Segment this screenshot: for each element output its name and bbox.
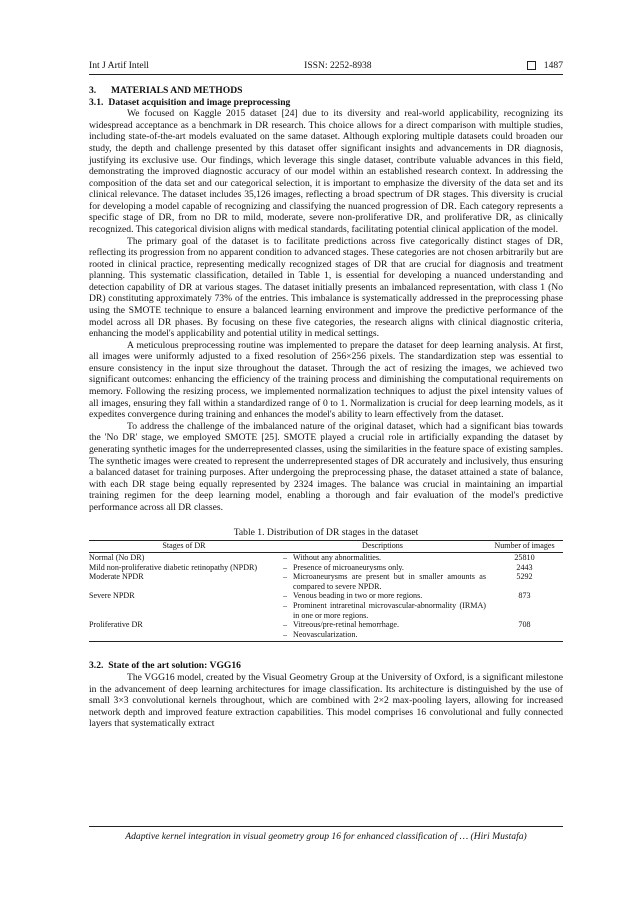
table-header-row <box>89 541 563 553</box>
paragraph: The primary goal of the dataset is to facilitate predictions across five categorically distinct stages of DR, reflecting its progression from no apparent condition to advanced stages. These categories are not chosen arbitrarily but are rooted in clinical practice, representing medically recognized stages of DR that are crucial for diagnosis and treatment planning. This systematic classification, detailed in Table 1, is essential for developing a nuanced understanding and detection capability of DR at various stages. The dataset initially presents an imbalanced representation, with class 1 (No DR) constituting approximately 73% of the entries. This imbalance is systematically addressed in the preprocessing phase using the SMOTE technique to ensure a balanced learning environment and improve the predictive performance of the model across all DR phases. By focusing on these five categories, the research aligns with clinical diagnostic criteria, enhancing the model's applicability and potential utility in medical settings. <box>89 235 563 340</box>
subsection-title: Dataset acquisition and image preprocessing <box>108 96 291 108</box>
dash-bullet-icon: – <box>283 620 288 630</box>
stage-cell: Proliferative DR <box>89 620 279 642</box>
description-item: – Microaneurysms are present but in smaller amounts as compared to severe NPDR. <box>283 572 486 591</box>
stage-cell: Normal (No DR) <box>89 553 145 563</box>
stage-cell: Mild non-proliferative diabetic retinopathy (NPDR) <box>89 562 258 572</box>
dash-bullet-icon: – <box>283 591 288 601</box>
description-item: – Without any abnormalities. <box>283 553 382 563</box>
dash-bullet-icon: – <box>283 600 288 610</box>
stage-cell: Severe NPDR <box>89 591 135 601</box>
table-row <box>89 591 563 620</box>
table-row <box>89 563 563 573</box>
stage-cell: Moderate NPDR <box>89 572 144 582</box>
dash-bullet-icon: – <box>283 562 288 572</box>
subsection-heading <box>89 97 563 109</box>
journal-name: Int J Artif Intell <box>89 59 149 71</box>
column-header: Stages of DR <box>89 541 279 553</box>
column-header: Descriptions <box>279 541 486 553</box>
table-caption: Table 1. Distribution of DR stages in the dataset <box>233 527 419 539</box>
dash-bullet-icon: – <box>283 572 288 582</box>
checkbox-icon <box>527 61 536 70</box>
page-number-group <box>527 60 563 71</box>
page <box>89 58 563 730</box>
count-cell: 708 <box>486 620 563 642</box>
page-number: 1487 <box>543 59 563 71</box>
description-item: – Neovascularization. <box>283 629 358 639</box>
count-cell: 2443 <box>516 562 533 572</box>
subsection-number: 3.1. <box>89 96 104 108</box>
dash-bullet-icon: – <box>283 553 288 563</box>
dr-stages-table <box>89 540 563 642</box>
subsection-heading <box>89 660 563 672</box>
column-header: Number of images <box>486 541 563 553</box>
count-cell: 873 <box>518 591 531 601</box>
dash-bullet-icon: – <box>283 629 288 639</box>
running-footer: Adaptive kernel integration in visual geometry group 16 for enhanced classification of … (Hiri Mustafa) <box>89 826 563 842</box>
paragraph: The VGG16 model, created by the Visual Geometry Group at the University of Oxford, is a significant milestone in the advancement of deep learning architectures for image classification. Its architecture is distinguished by the use of small 3×3 convolutional kernels throughout, which are combined with 2×2 max-pooling layers, allowing for increased network depth and improved feature extraction capabilities. This model comprises 16 convolutional and fully connected layers that systematically extract <box>89 671 563 730</box>
table-row <box>89 620 563 642</box>
table-row <box>89 553 563 563</box>
description-item: – Venous beading in two or more regions. <box>283 591 423 601</box>
table-row <box>89 572 563 591</box>
description-item: – Prominent intraretinal microvascular-abnormality (IRMA) in one or more regions. <box>283 600 486 620</box>
description-cell <box>279 620 486 642</box>
paragraph: To address the challenge of the imbalanced nature of the original dataset, which had a significant bias towards the 'No DR' stage, we employed SMOTE [25]. SMOTE played a crucial role in artificially expanding the dataset by generating synthetic images for the underrepresented classes, using the similarities in the feature space of existing samples. The synthetic images were created to represent the underrepresented stages of DR accurately and inclusively, thus ensuring a balanced dataset for training purposes. After undergoing the preprocessing phase, the dataset attained a state of balance, with each DR stage being equally represented by 2324 images. The balance was crucial in maintaining an impartial training regimen for the deep learning model, enabling a thorough and fair evaluation of the model's predictive performance across all DR classes. <box>89 420 563 513</box>
description-cell <box>279 572 486 591</box>
subsection-title: State of the art solution: VGG16 <box>108 660 241 672</box>
count-cell: 5292 <box>516 572 533 582</box>
description-cell <box>279 553 486 563</box>
section-title: MATERIALS AND METHODS <box>111 85 243 96</box>
issn: ISSN: 2252-8938 <box>304 59 372 71</box>
paragraph: A meticulous preprocessing routine was implemented to prepare the dataset for deep learning analysis. At first, all images were uniformly adjusted to a fixed resolution of 256×256 pixels. The standardization step was essential to ensure consistency in the input size throughout the dataset. Through the act of resizing the images, we achieved two significant outcomes: enhancing the efficiency of the training process and diminishing the computational requirements on memory. Following the resizing process, we implemented normalization techniques to adjust the pixel intensity values of all images, ensuring they fall within a standardized range of 0 to 1. Normalization is crucial for deep learning models, as it expedites convergence during training and enhances the model's ability to learn effectively from the dataset. <box>89 339 563 421</box>
description-item: – Presence of microaneurysms only. <box>283 562 404 572</box>
paragraph: We focused on Kaggle 2015 dataset [24] due to its diversity and real-world applicability, recognizing its widespread acceptance as a benchmark in DR research. This choice allows for a direct comparison with multiple studies, including state-of-the-art models evaluated on the same dataset. Although exploring multiple datasets could broaden our study, the depth and challenge presented by this dataset offer significant insights and advancements in DR diagnosis, justifying its exclusive use. Our findings, which leverage this single dataset, contribute valuable advances in this field, demonstrating the improved diagnostic accuracy of our model within an established research context. In addressing the composition of the data set and our categorical selection, it is important to emphasize the diversity of the data set and its clinical relevance. The dataset includes 35,126 images, reflecting a broad spectrum of DR stages. This diversity is crucial for developing a model capable of recognizing and classifying the nuanced progression of DR. Each category represents a specific stage of DR, from no DR to mild, moderate, severe non-proliferative DR, and proliferative DR, as clinically recognized. This categorical division aligns with medical standards, facilitating potential clinical application of the model. <box>89 108 563 235</box>
running-header <box>89 58 563 75</box>
description-cell <box>279 563 486 573</box>
section-number: 3. <box>89 85 97 96</box>
description-cell <box>279 591 486 620</box>
description-item: – Vitreous/pre-retinal hemorrhage. <box>283 620 400 630</box>
subsection-number: 3.2. <box>89 660 104 672</box>
section-heading <box>89 85 563 97</box>
count-cell: 25810 <box>514 553 535 563</box>
